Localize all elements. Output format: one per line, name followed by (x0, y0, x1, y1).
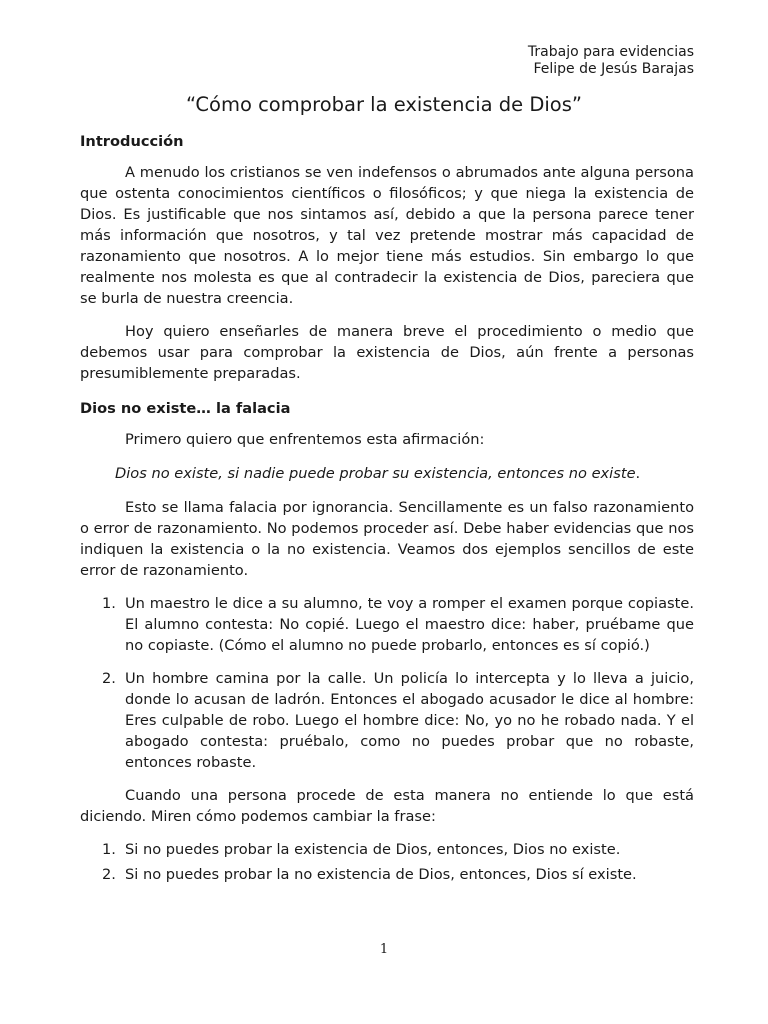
list-number: 1. (102, 841, 116, 858)
list-number: 2. (102, 670, 116, 687)
heading-introduccion: Introducción (80, 133, 184, 150)
list-item-text: Un hombre camina por la calle. Un policía lo intercepta y lo lleva a juicio, donde lo acusan de ladrón. Entonces el abogado acusador le dice al hombre: Eres culpable de robo. Luego el hombre dice: No, yo no he robado nada. Y el abogado contesta: pruébalo, como no puedes probar que no robaste, entonces robaste. (125, 670, 694, 771)
page-number: 1 (379, 942, 389, 957)
list-item (80, 839, 694, 860)
paragraph-fallacy-3: Cuando una persona procede de esta manera no entiende lo que está diciendo. Miren cómo podemos cambiar la frase: (80, 787, 694, 825)
paragraph-intro-2: Hoy quiero enseñarles de manera breve el procedimiento o medio que debemos usar para comprobar la existencia de Dios, aún frente a personas presumiblemente preparadas. (80, 323, 694, 382)
header-line-author: Felipe de Jesús Barajas (533, 61, 694, 77)
heading-falacia: Dios no existe… la falacia (80, 400, 291, 417)
list-item-text: Si no puedes probar la no existencia de Dios, entonces, Dios sí existe. (125, 866, 637, 883)
document-body (80, 131, 694, 897)
paragraph-intro-1: A menudo los cristianos se ven indefensos o abrumados ante alguna persona que ostenta conocimientos científicos o filosóficos; y que niega la existencia de Dios. Es justificable que nos sintamos así, debido a que la persona parece tener más información que nosotros, y tal vez pretende mostrar más capacidad de razonamiento que nosotros. A lo mejor tiene más estudios. Sin embargo lo que realmente nos molesta es que al contradecir la existencia de Dios, pareciera que se burla de nuestra creencia. (80, 164, 694, 307)
list-number: 2. (102, 866, 116, 883)
fallacy-quote (80, 463, 694, 484)
list-item-text: Si no puedes probar la existencia de Dios, entonces, Dios no existe. (125, 841, 621, 858)
list-item (80, 864, 694, 885)
list-item (80, 668, 694, 773)
list-item (80, 593, 694, 656)
header-line-project: Trabajo para evidencias (527, 44, 694, 60)
fallacy-quote-text: Dios no existe, si nadie puede probar su existencia, entonces no existe (115, 465, 636, 482)
list-number: 1. (102, 595, 116, 612)
document-title: “Cómo comprobar la existencia de Dios” (186, 93, 582, 116)
document-header (528, 44, 694, 78)
examples-list (80, 593, 694, 773)
paragraph-fallacy-1: Primero quiero que enfrentemos esta afirmación: (125, 431, 485, 448)
paragraph-fallacy-2: Esto se llama falacia por ignorancia. Sencillamente es un falso razonamiento o error de razonamiento. No podemos proceder así. Debe haber evidencias que nos indiquen la existencia o la no existencia. Veamos dos ejemplos sencillos de este error de razonamiento. (80, 499, 694, 579)
list-item-text: Un maestro le dice a su alumno, te voy a romper el examen porque copiaste. El alumno contesta: No copié. Luego el maestro dice: haber, pruébame que no copiaste. (Cómo el alumno no puede probarlo, entonces es sí copió.) (125, 595, 694, 654)
rephrase-list (80, 839, 694, 885)
fallacy-quote-period: . (635, 465, 641, 482)
